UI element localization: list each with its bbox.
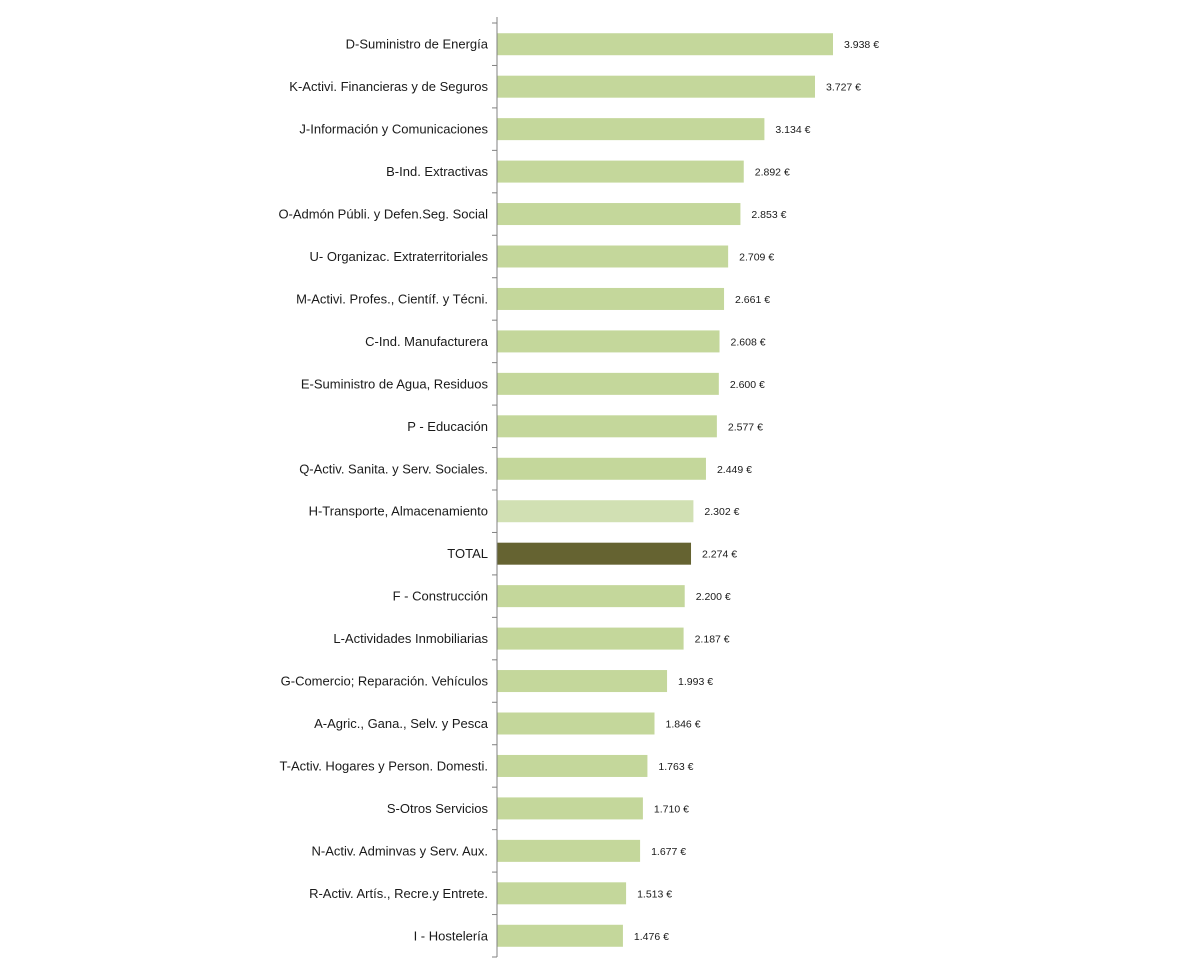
category-label-10: Q-Activ. Sanita. y Serv. Sociales. bbox=[299, 461, 488, 477]
bar-11 bbox=[497, 500, 693, 522]
bar-14 bbox=[497, 628, 684, 650]
category-label-15: G-Comercio; Reparación. Vehículos bbox=[280, 673, 488, 689]
bar-12 bbox=[497, 543, 691, 565]
bar-15 bbox=[497, 670, 667, 692]
bar-9 bbox=[497, 415, 717, 437]
category-label-21: I - Hostelería bbox=[413, 928, 488, 944]
bar-0 bbox=[497, 33, 833, 55]
bar-16 bbox=[497, 713, 655, 735]
bar-3 bbox=[497, 161, 744, 183]
bar-6 bbox=[497, 288, 724, 310]
value-label-4: 2.853 € bbox=[751, 209, 787, 222]
bar-4 bbox=[497, 203, 740, 225]
category-label-16: A-Agric., Gana., Selv. y Pesca bbox=[314, 716, 488, 731]
value-label-7: 2.608 € bbox=[730, 336, 766, 349]
category-label-7: C-Ind. Manufacturera bbox=[365, 333, 488, 349]
value-label-18: 1.710 € bbox=[653, 803, 689, 816]
category-label-9: P - Educación bbox=[407, 418, 488, 434]
bar-1 bbox=[497, 76, 815, 98]
category-label-17: T-Activ. Hogares y Person. Domesti. bbox=[279, 758, 488, 774]
bar-2 bbox=[497, 118, 764, 140]
value-label-1: 3.727 € bbox=[825, 81, 862, 94]
category-label-2: J-Información y Comunicaciones bbox=[299, 121, 488, 137]
value-label-6: 2.661 € bbox=[735, 293, 771, 306]
category-label-18: S-Otros Servicios bbox=[386, 800, 488, 816]
value-label-19: 1.677 € bbox=[651, 845, 687, 858]
category-labels-layer bbox=[278, 37, 488, 944]
category-label-0: D-Suministro de Energía bbox=[345, 36, 488, 52]
bar-17 bbox=[497, 755, 647, 777]
bar-7 bbox=[497, 330, 720, 352]
bar-21 bbox=[497, 925, 623, 947]
value-label-12: 2.274 € bbox=[702, 548, 738, 561]
y-axis bbox=[492, 17, 497, 957]
bar-8 bbox=[497, 373, 719, 395]
category-label-1: K-Activi. Financieras y de Seguros bbox=[289, 79, 488, 95]
value-label-11: 2.302 € bbox=[704, 506, 740, 519]
bar-5 bbox=[497, 246, 728, 268]
category-label-5: U- Organizac. Extraterritoriales bbox=[309, 249, 488, 264]
category-label-13: F - Construcción bbox=[392, 588, 488, 604]
value-label-15: 1.993 € bbox=[678, 676, 714, 689]
category-label-6: M-Activi. Profes., Científ. y Técni. bbox=[296, 291, 488, 307]
bar-20 bbox=[497, 882, 626, 904]
value-label-17: 1.763 € bbox=[658, 760, 694, 773]
value-label-14: 2.187 € bbox=[694, 633, 730, 646]
value-label-5: 2.709 € bbox=[739, 251, 775, 264]
value-label-8: 2.600 € bbox=[729, 378, 765, 391]
value-label-9: 2.577 € bbox=[727, 421, 763, 434]
value-label-10: 2.449 € bbox=[716, 463, 753, 476]
category-label-19: N-Activ. Adminvas y Serv. Aux. bbox=[311, 843, 488, 859]
category-label-3: B-Ind. Extractivas bbox=[386, 164, 488, 180]
value-label-20: 1.513 € bbox=[637, 888, 673, 901]
category-label-14: L-Actividades Inmobiliarias bbox=[333, 631, 488, 647]
category-label-20: R-Activ. Artís., Recre.y Entrete. bbox=[309, 885, 488, 901]
value-label-13: 2.200 € bbox=[695, 591, 731, 604]
value-label-0: 3.938 € bbox=[844, 39, 880, 52]
value-label-21: 1.476 € bbox=[633, 930, 669, 943]
value-label-16: 1.846 € bbox=[665, 718, 701, 731]
category-label-11: H-Transporte, Almacenamiento bbox=[308, 503, 488, 519]
category-label-8: E-Suministro de Agua, Residuos bbox=[300, 376, 488, 392]
value-label-2: 3.134 € bbox=[775, 124, 811, 137]
category-label-12: TOTAL bbox=[447, 546, 488, 562]
bar-19 bbox=[497, 840, 640, 862]
category-label-4: O-Admón Públi. y Defen.Seg. Social bbox=[278, 206, 488, 222]
bar-18 bbox=[497, 797, 643, 819]
value-label-3: 2.892 € bbox=[754, 166, 790, 179]
bar-10 bbox=[497, 458, 706, 480]
bar-13 bbox=[497, 585, 685, 607]
